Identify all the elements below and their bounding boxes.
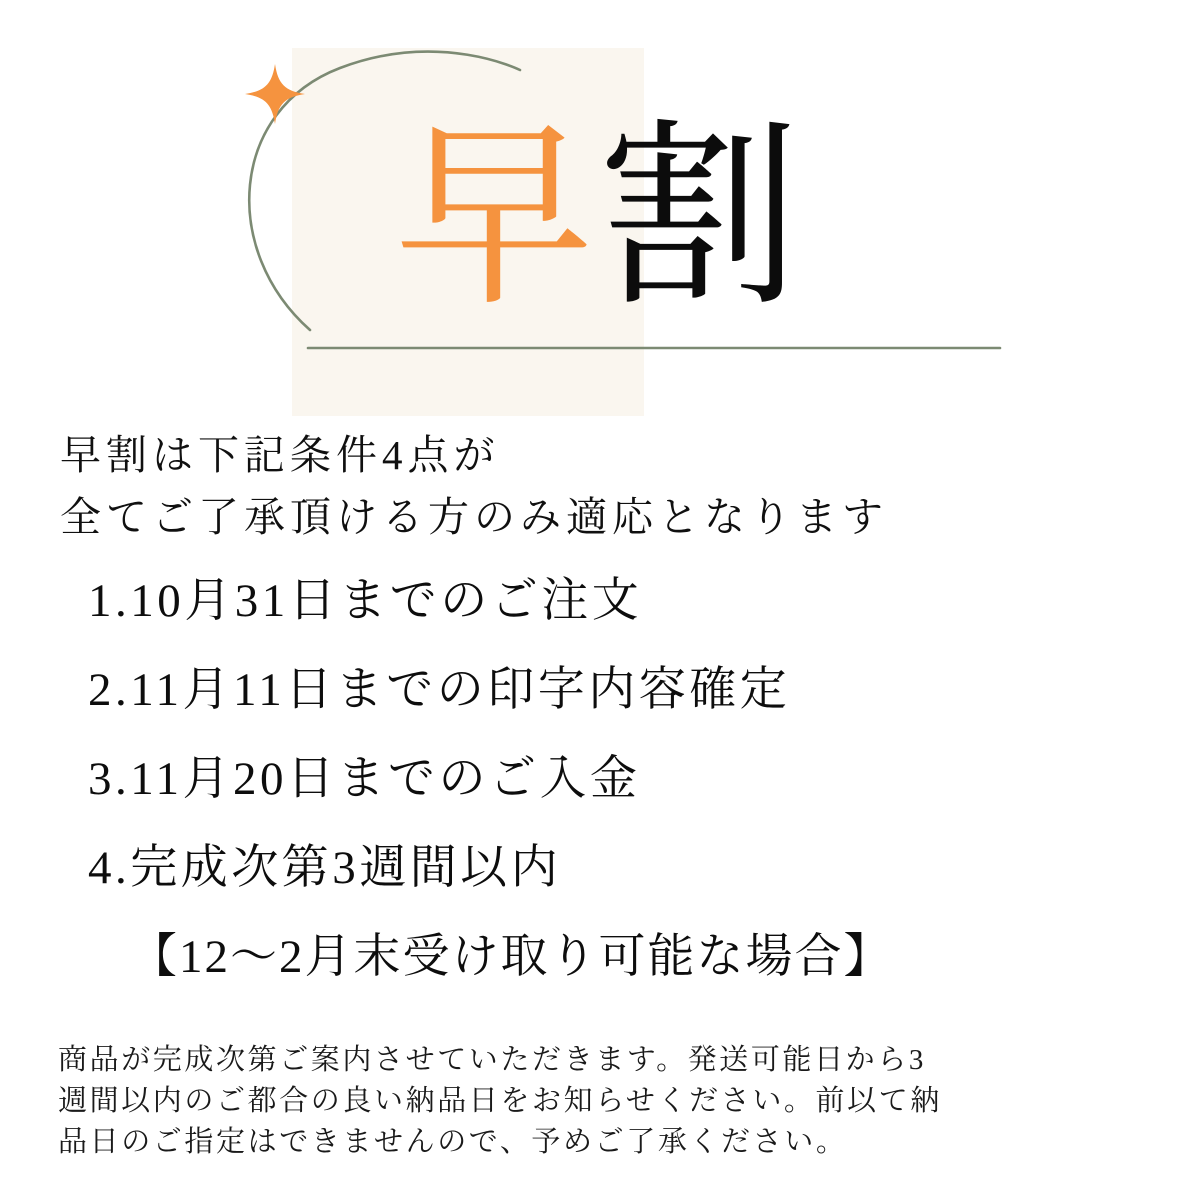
lead-line-1: 早割は下記条件4点が — [60, 432, 500, 478]
list-item: 4.完成次第3週間以内 — [88, 842, 562, 894]
list-item: 1.10月31日までのご注文 — [88, 575, 643, 627]
lead-line-2: 全てご了承頂ける方のみ適応となります — [60, 494, 888, 541]
list-item: 2.11月11日までの印字内容確定 — [88, 664, 791, 716]
conditions-list — [88, 575, 1158, 983]
footer-note-line-3: 品日のご指定はできませんので、予めご了承ください。 — [58, 1126, 848, 1159]
title-char-second: 割 — [600, 101, 807, 334]
page-title — [0, 101, 1200, 334]
footer-note — [58, 1040, 1148, 1164]
conditions-sub-note: 【12〜2月末受け取り可能な場合】 — [130, 931, 893, 983]
lead-text — [60, 424, 1150, 549]
header-banner — [0, 0, 1200, 400]
title-char-first: 早 — [393, 101, 600, 334]
list-item: 3.11月20日までのご入金 — [88, 753, 641, 805]
footer-note-line-1: 商品が完成次第ご案内させていただきます。発送可能日から3 — [58, 1044, 926, 1076]
sparkle-icon — [243, 62, 307, 126]
footer-note-line-2: 週間以内のご都合の良い納品日をお知らせください。前以て納 — [58, 1085, 942, 1118]
